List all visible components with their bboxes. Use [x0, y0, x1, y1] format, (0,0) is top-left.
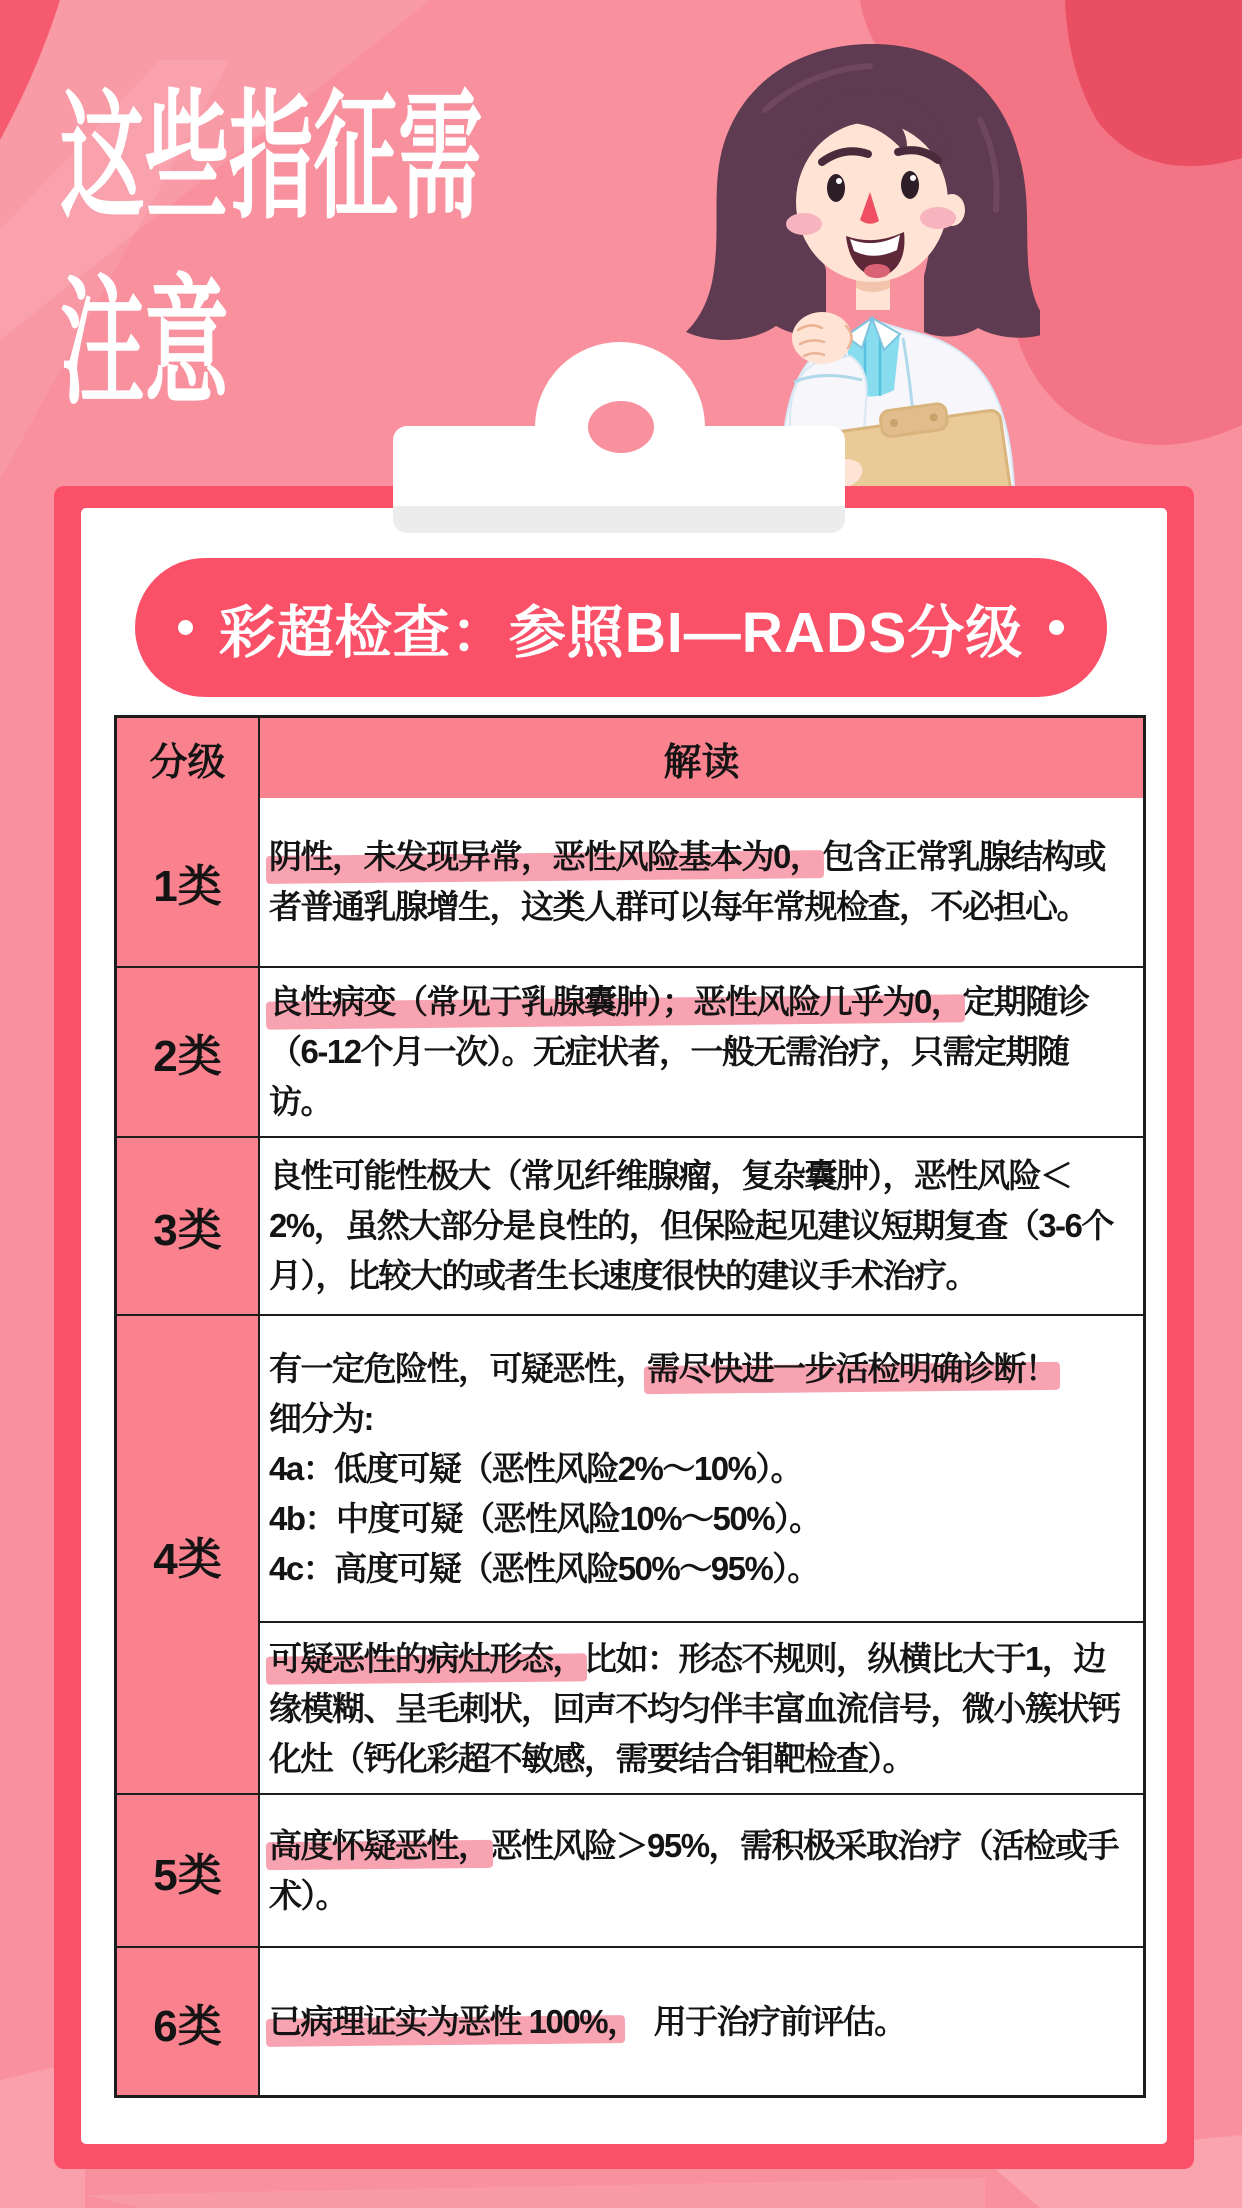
table-row	[117, 1946, 1143, 2095]
table-row	[117, 798, 1143, 966]
highlighted-text: 需尽快进一步活检明确诊断！	[647, 1349, 1057, 1387]
highlighted-text: 良性病变（常见于乳腺囊肿）；恶性风险几乎为0，	[269, 983, 963, 1020]
interpretation-cell	[260, 798, 1143, 966]
interpretation-cell	[260, 1948, 1143, 2095]
left-blush	[786, 213, 822, 235]
clipboard-clip-hole	[588, 401, 654, 453]
fist	[792, 312, 852, 364]
body-text: 恶性风险＞95%，需积极采取治疗（活检或手术）。	[269, 1826, 1119, 1914]
header-interpretation: 解读	[260, 718, 1143, 798]
poster-title-line1: 这些指征需	[60, 80, 483, 236]
highlighted-text: 可疑恶性的病灶形态，	[269, 1640, 584, 1677]
right-eye	[901, 171, 919, 199]
clipboard-clip-shadow	[393, 506, 845, 533]
grade-cell: 1类	[117, 798, 260, 966]
body-text: 4a：低度可疑（恶性风险2%～10%）。	[269, 1449, 802, 1487]
grade-cell: 2类	[117, 968, 260, 1136]
banner-title: 彩超检查：参照BI—RADS分级	[218, 600, 1024, 665]
interpretation-cell	[260, 1621, 1143, 1795]
body-text: 比如：形态不规则，纵横比大于1，边缘模糊、呈毛刺状，回声不均匀伴丰富血流信号，微小簇状钙化灶（钙化彩超不敏感，需要结合钼靶检查）。	[269, 1640, 1120, 1777]
grade-cell: 4类	[117, 1316, 260, 1793]
body-text: 包含正常乳腺结构或者普通乳腺增生，这类人群可以每年常规检查，不必担心。	[269, 838, 1105, 925]
poster-title	[60, 66, 482, 437]
body-text: 有一定危险性，可疑恶性，	[269, 1349, 647, 1387]
table-row	[117, 1314, 1143, 1793]
body-text: 4b：中度可疑（恶性风险10%～50%）。	[269, 1499, 821, 1537]
body-text: 用于治疗前评估。	[622, 2002, 906, 2040]
interpretation-cell	[260, 1795, 1143, 1946]
header-grade: 分级	[117, 718, 260, 798]
left-eye	[827, 174, 845, 202]
highlighted-text: 阴性，未发现异常，恶性风险基本为0，	[269, 838, 822, 875]
grade-cell: 5类	[117, 1795, 260, 1946]
table-row	[117, 1793, 1143, 1946]
table-header-row	[117, 718, 1143, 798]
birads-table	[114, 715, 1146, 2098]
banner-left-dot-icon	[178, 620, 193, 635]
banner-right-dot-icon	[1049, 620, 1064, 635]
body-text: 细分为:	[269, 1399, 373, 1437]
body-text: 4c：高度可疑（恶性风险50%～95%）。	[269, 1549, 819, 1587]
table-row	[117, 966, 1143, 1136]
body-text: 定期随诊（6-12个月一次）。无症状者，一般无需治疗，只需定期随访。	[269, 983, 1089, 1120]
grade-cell: 3类	[117, 1138, 260, 1314]
highlighted-text: 已病理证实为恶性 100%，	[269, 2002, 623, 2040]
grade-cell: 6类	[117, 1948, 260, 2095]
table-row	[117, 1136, 1143, 1314]
poster-title-line2: 注意	[60, 266, 229, 422]
right-blush	[920, 207, 956, 229]
section-banner	[135, 558, 1107, 697]
interpretation-cell	[260, 968, 1143, 1136]
body-text: 良性可能性极大（常见纤维腺瘤，复杂囊肿），恶性风险＜2%，虽然大部分是良性的，但保险起见建议短期复查（3-6个月），比较大的或者生长速度很快的建议手术治疗。	[269, 1157, 1113, 1294]
interpretation-cell	[260, 1138, 1143, 1314]
highlighted-text: 高度怀疑恶性，	[269, 1826, 490, 1864]
interpretation-cell	[260, 1316, 1143, 1621]
